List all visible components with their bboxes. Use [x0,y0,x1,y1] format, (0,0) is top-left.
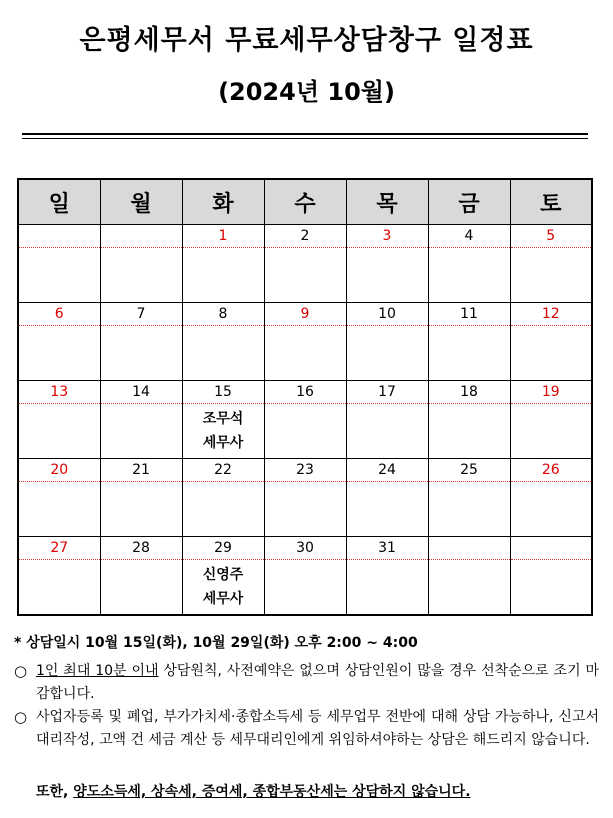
date-row [18,537,592,560]
schedule-cell [510,326,592,381]
consultant-row [18,326,592,381]
schedule-cell [264,248,346,303]
date-cell: 13 [18,381,100,404]
date-cell [100,225,182,248]
schedule-cell [18,404,100,459]
schedule-cell [18,482,100,537]
date-row [18,381,592,404]
schedule-cell [100,482,182,537]
schedule-cell [428,248,510,303]
divider-thick [22,133,588,135]
date-cell: 12 [510,303,592,326]
date-cell: 20 [18,459,100,482]
schedule-cell [264,482,346,537]
date-cell: 5 [510,225,592,248]
weekday-tue: 화 [182,179,264,225]
weekday-thu: 목 [346,179,428,225]
date-cell: 4 [428,225,510,248]
date-cell: 2 [264,225,346,248]
date-cell: 11 [428,303,510,326]
notice-2-text: 사업자등록 및 폐업, 부가가치세·종합소득세 등 세무업무 전반에 대해 상담 가능하나, 신고서 대리작성, 고액 건 세금 계산 등 세무대리인에게 위임하셔야하는 상담은 해드리지 않습니다. [36,709,599,748]
notice-1-text: 상담원칙, 사전예약은 없으며 상담인원이 많을 경우 선착순으로 조기 마감합니다. [36,663,600,702]
max-time-text: 1인 최대 10분 이내 [36,663,159,679]
date-cell: 22 [182,459,264,482]
weekday-sat: 토 [510,179,592,225]
weekday-sun: 일 [18,179,100,225]
schedule-cell [428,560,510,616]
schedule-cell [18,248,100,303]
date-cell: 10 [346,303,428,326]
schedule-cell [346,482,428,537]
schedule-cell [428,326,510,381]
weekday-mon: 월 [100,179,182,225]
page-subtitle: (2024년 10월) [218,78,395,106]
notice-item-1 [14,660,599,706]
page-title: 은평세무서 무료세무상담창구 일정표 [79,25,534,56]
date-cell [428,537,510,560]
consultant-row [18,482,592,537]
date-row [18,459,592,482]
schedule-note: * 상담일시 10월 15일(화), 10월 29일(화) 오후 2:00 ~ 4:00 [14,635,418,651]
date-cell: 31 [346,537,428,560]
date-cell: 27 [18,537,100,560]
date-cell: 1 [182,225,264,248]
schedule-cell [182,560,264,616]
consultant-name: 조무석 [202,411,244,427]
date-cell: 7 [100,303,182,326]
date-cell: 28 [100,537,182,560]
notice-item-2 [14,706,599,752]
date-cell: 17 [346,381,428,404]
schedule-cell [100,326,182,381]
schedule-cell [18,560,100,616]
bullet-circle-icon: ○ [14,708,28,726]
schedule-cell [100,404,182,459]
weekday-fri: 금 [428,179,510,225]
schedule-cell [100,560,182,616]
schedule-cell [264,326,346,381]
consultant-name: 신영주 [202,567,244,583]
schedule-cell [264,560,346,616]
date-cell: 16 [264,381,346,404]
date-cell: 18 [428,381,510,404]
consultant-row [18,404,592,459]
date-cell: 19 [510,381,592,404]
notice-3-prefix: 또한, [36,784,74,800]
weekday-wed: 수 [264,179,346,225]
date-cell: 24 [346,459,428,482]
date-cell: 9 [264,303,346,326]
date-cell: 30 [264,537,346,560]
excluded-taxes-text: 양도소득세, 상속세, 증여세, 종합부동산세는 상담하지 않습니다. [73,784,471,800]
schedule-cell [510,482,592,537]
date-cell: 3 [346,225,428,248]
consultant-row [18,560,592,616]
schedule-cell [182,326,264,381]
schedule-cell [346,326,428,381]
date-cell [510,537,592,560]
date-cell: 21 [100,459,182,482]
schedule-cell [510,560,592,616]
date-row [18,303,592,326]
schedule-cell [346,248,428,303]
schedule-cell [182,404,264,459]
schedule-cell [510,248,592,303]
date-cell: 26 [510,459,592,482]
schedule-cell [346,560,428,616]
schedule-cell [428,404,510,459]
date-cell: 29 [182,537,264,560]
schedule-cell [346,404,428,459]
date-cell: 14 [100,381,182,404]
consultant-title: 세무사 [202,591,244,607]
calendar-table [17,178,593,616]
schedule-cell [100,248,182,303]
notice-item-3 [36,781,596,804]
schedule-cell [428,482,510,537]
date-cell [18,225,100,248]
schedule-cell [264,404,346,459]
date-cell: 8 [182,303,264,326]
schedule-cell [182,482,264,537]
schedule-cell [510,404,592,459]
date-cell: 25 [428,459,510,482]
divider-thin [22,138,588,139]
consultant-row [18,248,592,303]
schedule-cell [18,326,100,381]
date-row [18,225,592,248]
consultant-title: 세무사 [202,435,244,451]
date-cell: 23 [264,459,346,482]
weekday-header-row [18,179,592,225]
date-cell: 6 [18,303,100,326]
bullet-circle-icon: ○ [14,662,28,680]
date-cell: 15 [182,381,264,404]
schedule-cell [182,248,264,303]
